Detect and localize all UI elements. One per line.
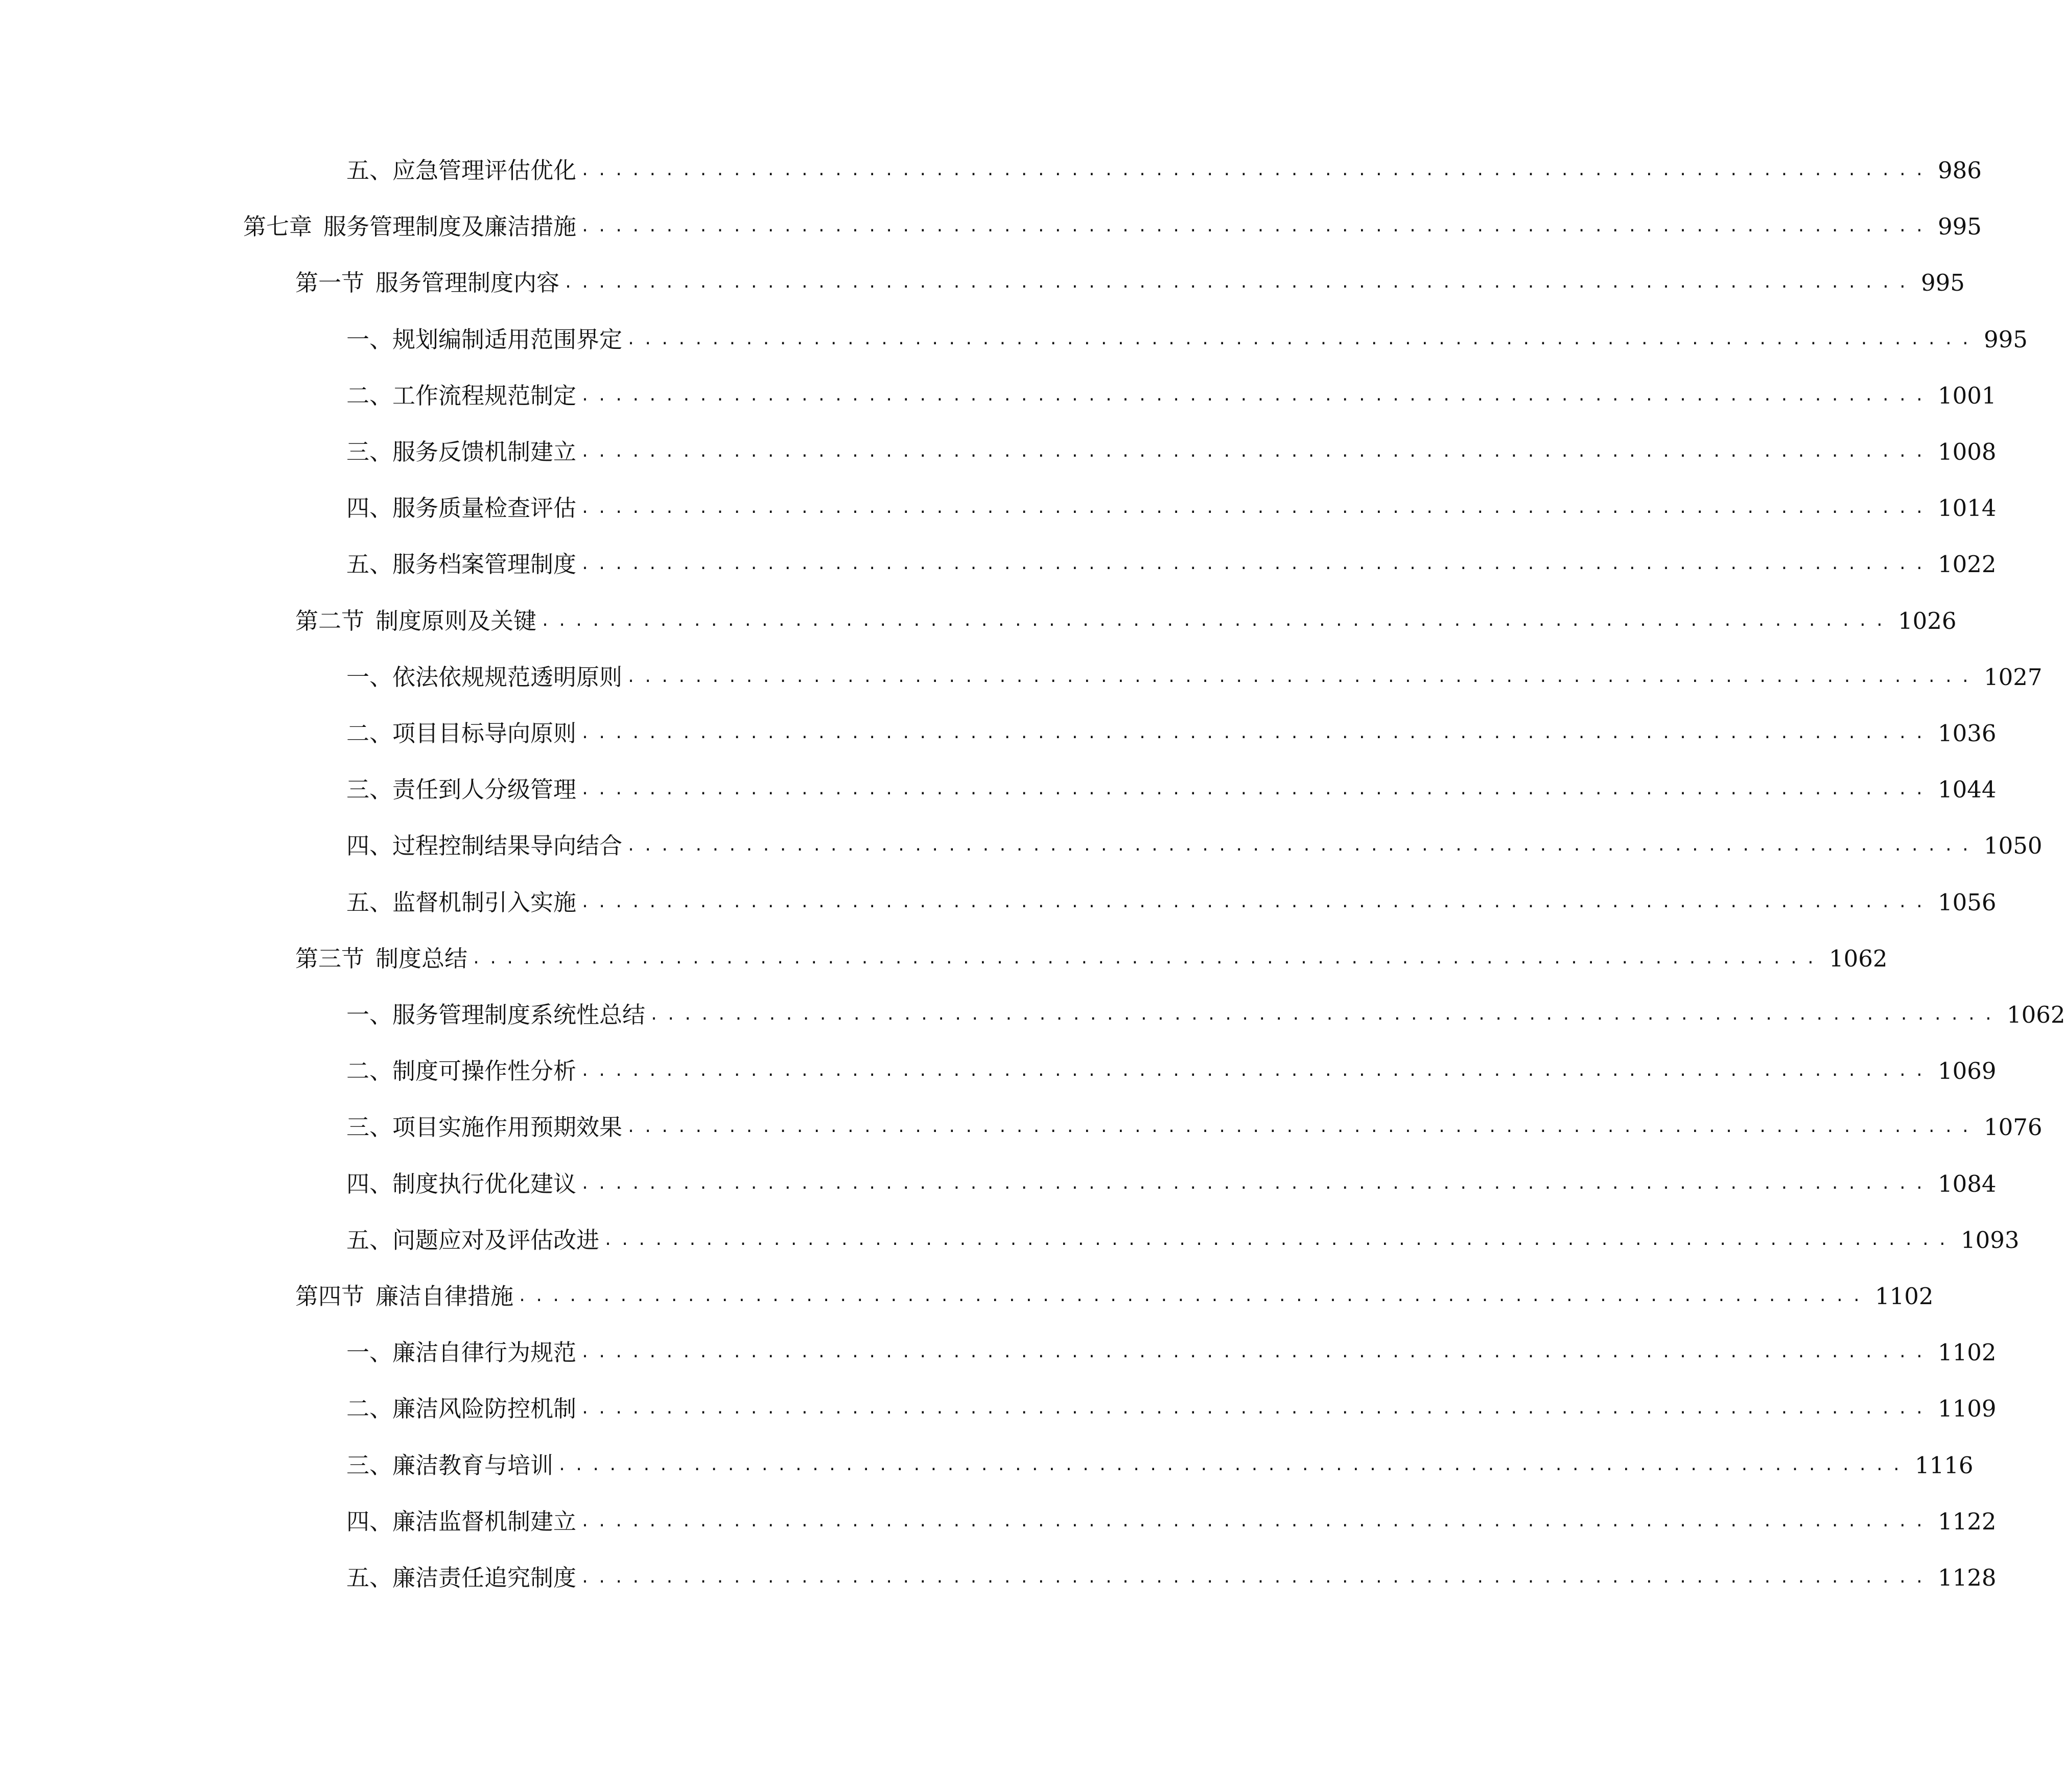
toc-entry-page-number: 1036 xyxy=(1937,720,1997,747)
toc-entry[interactable] xyxy=(346,1051,1997,1092)
toc-dot-leader: ................................................................................ xyxy=(649,1006,2001,1024)
toc-entry-number: 第二节 xyxy=(295,607,365,634)
toc-dot-leader: ................................................................................ xyxy=(580,1400,1932,1418)
toc-entry-number: 二、 xyxy=(346,1395,393,1423)
toc-entry-title: 项目实施作用预期效果 xyxy=(392,1114,623,1141)
toc-dot-leader: ................................................................................ xyxy=(580,1062,1932,1080)
toc-dot-leader: ................................................................................ xyxy=(626,1118,1978,1137)
toc-entry-title: 制度原则及关键 xyxy=(376,607,537,634)
toc-entry[interactable] xyxy=(346,1501,1997,1542)
toc-entry[interactable] xyxy=(295,601,1957,642)
toc-entry[interactable] xyxy=(346,544,1997,585)
toc-entry-page-number: 1001 xyxy=(1937,382,1997,409)
toc-entry[interactable] xyxy=(346,882,1997,923)
toc-entry-title: 服务反馈机制建立 xyxy=(392,438,577,465)
toc-entry-page-number: 1128 xyxy=(1937,1564,1997,1591)
toc-dot-leader: ................................................................................ xyxy=(564,274,1915,292)
toc-dot-leader: ................................................................................ xyxy=(580,499,1932,517)
toc-entry-page-number: 1056 xyxy=(1937,888,1997,916)
toc-entry[interactable] xyxy=(346,1220,2020,1261)
toc-entry[interactable] xyxy=(243,206,1982,247)
toc-entry[interactable] xyxy=(346,995,2065,1035)
toc-dot-leader: ................................................................................ xyxy=(580,1343,1932,1362)
toc-entry-title: 服务档案管理制度 xyxy=(392,551,577,578)
toc-dot-leader: ................................................................................ xyxy=(580,161,1932,179)
toc-entry-number: 五、 xyxy=(346,1226,393,1254)
toc-entry-number: 五、 xyxy=(346,888,393,916)
toc-dot-leader: ................................................................................ xyxy=(580,218,1932,236)
toc-entry-page-number: 1109 xyxy=(1937,1395,1997,1423)
toc-entry-title: 服务管理制度系统性总结 xyxy=(392,1001,646,1028)
toc-entry-title: 制度总结 xyxy=(376,945,468,972)
toc-entry-number: 第一节 xyxy=(295,269,365,297)
toc-entry-page-number: 995 xyxy=(1920,269,1965,297)
toc-entry-title: 过程控制结果导向结合 xyxy=(392,832,623,860)
toc-entry-page-number: 1008 xyxy=(1937,438,1997,465)
toc-dot-leader: ................................................................................ xyxy=(626,837,1978,855)
toc-entry[interactable] xyxy=(346,432,1997,473)
toc-entry-number: 第三节 xyxy=(295,945,365,972)
toc-entry[interactable] xyxy=(346,1332,1997,1373)
toc-dot-leader: ................................................................................ xyxy=(580,443,1932,461)
toc-entry-title: 廉洁风险防控机制 xyxy=(392,1395,577,1423)
toc-entry-page-number: 1022 xyxy=(1937,551,1997,578)
toc-entry-number: 一、 xyxy=(346,663,393,691)
toc-entry-title: 服务管理制度内容 xyxy=(376,269,560,297)
toc-entry-page-number: 986 xyxy=(1937,157,1982,184)
toc-entry[interactable] xyxy=(346,826,2043,866)
toc-entry[interactable] xyxy=(346,319,2028,360)
toc-entry[interactable] xyxy=(346,713,1997,754)
toc-entry-page-number: 1093 xyxy=(1960,1226,2020,1254)
toc-entry-title: 监督机制引入实施 xyxy=(392,888,577,916)
toc-dot-leader: ................................................................................ xyxy=(580,386,1932,405)
toc-entry[interactable] xyxy=(346,657,2043,698)
toc-entry-title: 依法依规规范透明原则 xyxy=(392,663,623,691)
toc-entry-number: 五、 xyxy=(346,157,393,184)
toc-entry-title: 工作流程规范制定 xyxy=(392,382,577,409)
toc-entry[interactable] xyxy=(295,263,1965,303)
toc-entry-page-number: 1014 xyxy=(1937,494,1997,522)
toc-entry[interactable] xyxy=(346,375,1997,416)
toc-entry-page-number: 1102 xyxy=(1874,1283,1934,1310)
toc-dot-leader: ................................................................................ xyxy=(518,1287,1869,1305)
toc-dot-leader: ................................................................................ xyxy=(580,781,1932,799)
toc-dot-leader: ................................................................................ xyxy=(580,724,1932,742)
toc-entry-number: 五、 xyxy=(346,1564,393,1591)
toc-entry-number: 四、 xyxy=(346,832,393,860)
toc-entry-number: 五、 xyxy=(346,551,393,578)
toc-entry-number: 三、 xyxy=(346,1114,393,1141)
toc-entry-title: 廉洁责任追究制度 xyxy=(392,1564,577,1591)
toc-entry-page-number: 1050 xyxy=(1983,832,2043,860)
toc-entry-page-number: 995 xyxy=(1937,213,1982,241)
toc-entry-title: 廉洁自律行为规范 xyxy=(392,1339,577,1366)
toc-entry-title: 制度可操作性分析 xyxy=(392,1057,577,1085)
toc-entry-number: 四、 xyxy=(346,1507,393,1535)
toc-entry-number: 第七章 xyxy=(243,213,313,241)
toc-entry-page-number: 1116 xyxy=(1914,1451,1974,1479)
toc-entry-title: 制度执行优化建议 xyxy=(392,1170,577,1197)
toc-dot-leader: ................................................................................ xyxy=(626,330,1978,348)
toc-entry-title: 廉洁监督机制建立 xyxy=(392,1507,577,1535)
toc-entry[interactable] xyxy=(346,1164,1997,1205)
toc-entry-page-number: 1027 xyxy=(1983,663,2043,691)
toc-entry[interactable] xyxy=(295,938,1888,979)
toc-entry-page-number: 1076 xyxy=(1983,1114,2043,1141)
toc-dot-leader: ................................................................................ xyxy=(626,668,1978,686)
toc-dot-leader: ................................................................................ xyxy=(580,893,1932,911)
toc-entry-title: 服务质量检查评估 xyxy=(392,494,577,522)
toc-entry[interactable] xyxy=(346,150,1982,191)
toc-dot-leader: ................................................................................ xyxy=(541,611,1892,630)
toc-entry-number: 二、 xyxy=(346,1057,393,1085)
toc-entry-number: 第四节 xyxy=(295,1283,365,1310)
toc-dot-leader: ................................................................................ xyxy=(472,949,1823,968)
toc-entry[interactable] xyxy=(346,1107,2043,1148)
toc-entry-page-number: 1122 xyxy=(1937,1507,1997,1535)
toc-entry[interactable] xyxy=(346,488,1997,529)
toc-entry-title: 廉洁教育与培训 xyxy=(392,1451,554,1479)
toc-entry-title: 责任到人分级管理 xyxy=(392,776,577,804)
toc-dot-leader: ................................................................................ xyxy=(603,1231,1955,1249)
toc-dot-leader: ................................................................................ xyxy=(580,1569,1932,1587)
toc-entry-page-number: 1062 xyxy=(1828,945,1888,972)
toc-entry-page-number: 1044 xyxy=(1937,776,1997,804)
toc-entry-page-number: 1084 xyxy=(1937,1170,1997,1197)
toc-dot-leader: ................................................................................ xyxy=(580,1174,1932,1193)
toc-entry-title: 应急管理评估优化 xyxy=(392,157,577,184)
toc-entry[interactable] xyxy=(346,1445,1974,1486)
toc-entry[interactable] xyxy=(346,769,1997,810)
toc-entry-page-number: 1069 xyxy=(1937,1057,1997,1085)
toc-entry-title: 服务管理制度及廉洁措施 xyxy=(323,213,577,241)
toc-entry-number: 一、 xyxy=(346,325,393,353)
toc-entry[interactable] xyxy=(346,1388,1997,1429)
toc-dot-leader: ................................................................................ xyxy=(580,1512,1932,1530)
toc-entry-title: 规划编制适用范围界定 xyxy=(392,325,623,353)
toc-entry-number: 一、 xyxy=(346,1001,393,1028)
toc-entry-page-number: 995 xyxy=(1983,325,2028,353)
toc-entry-page-number: 1102 xyxy=(1937,1339,1997,1366)
toc-entry-number: 二、 xyxy=(346,382,393,409)
toc-entry-number: 三、 xyxy=(346,438,393,465)
toc-entry[interactable] xyxy=(346,1558,1997,1598)
toc-entry-page-number: 1062 xyxy=(2006,1001,2065,1028)
toc-entry-number: 三、 xyxy=(346,1451,393,1479)
toc-entry-title: 问题应对及评估改进 xyxy=(392,1226,600,1254)
toc-entry-number: 四、 xyxy=(346,1170,393,1197)
toc-entry-title: 廉洁自律措施 xyxy=(376,1283,514,1310)
toc-entry-title: 项目目标导向原则 xyxy=(392,720,577,747)
toc-entry-page-number: 1026 xyxy=(1897,607,1957,634)
toc-entry-number: 四、 xyxy=(346,494,393,522)
toc-entry-number: 二、 xyxy=(346,720,393,747)
toc-entry-number: 三、 xyxy=(346,776,393,804)
toc-dot-leader: ................................................................................ xyxy=(580,555,1932,574)
toc-dot-leader: ................................................................................ xyxy=(557,1456,1909,1474)
toc-entry[interactable] xyxy=(295,1276,1934,1317)
toc-entry-number: 一、 xyxy=(346,1339,393,1366)
